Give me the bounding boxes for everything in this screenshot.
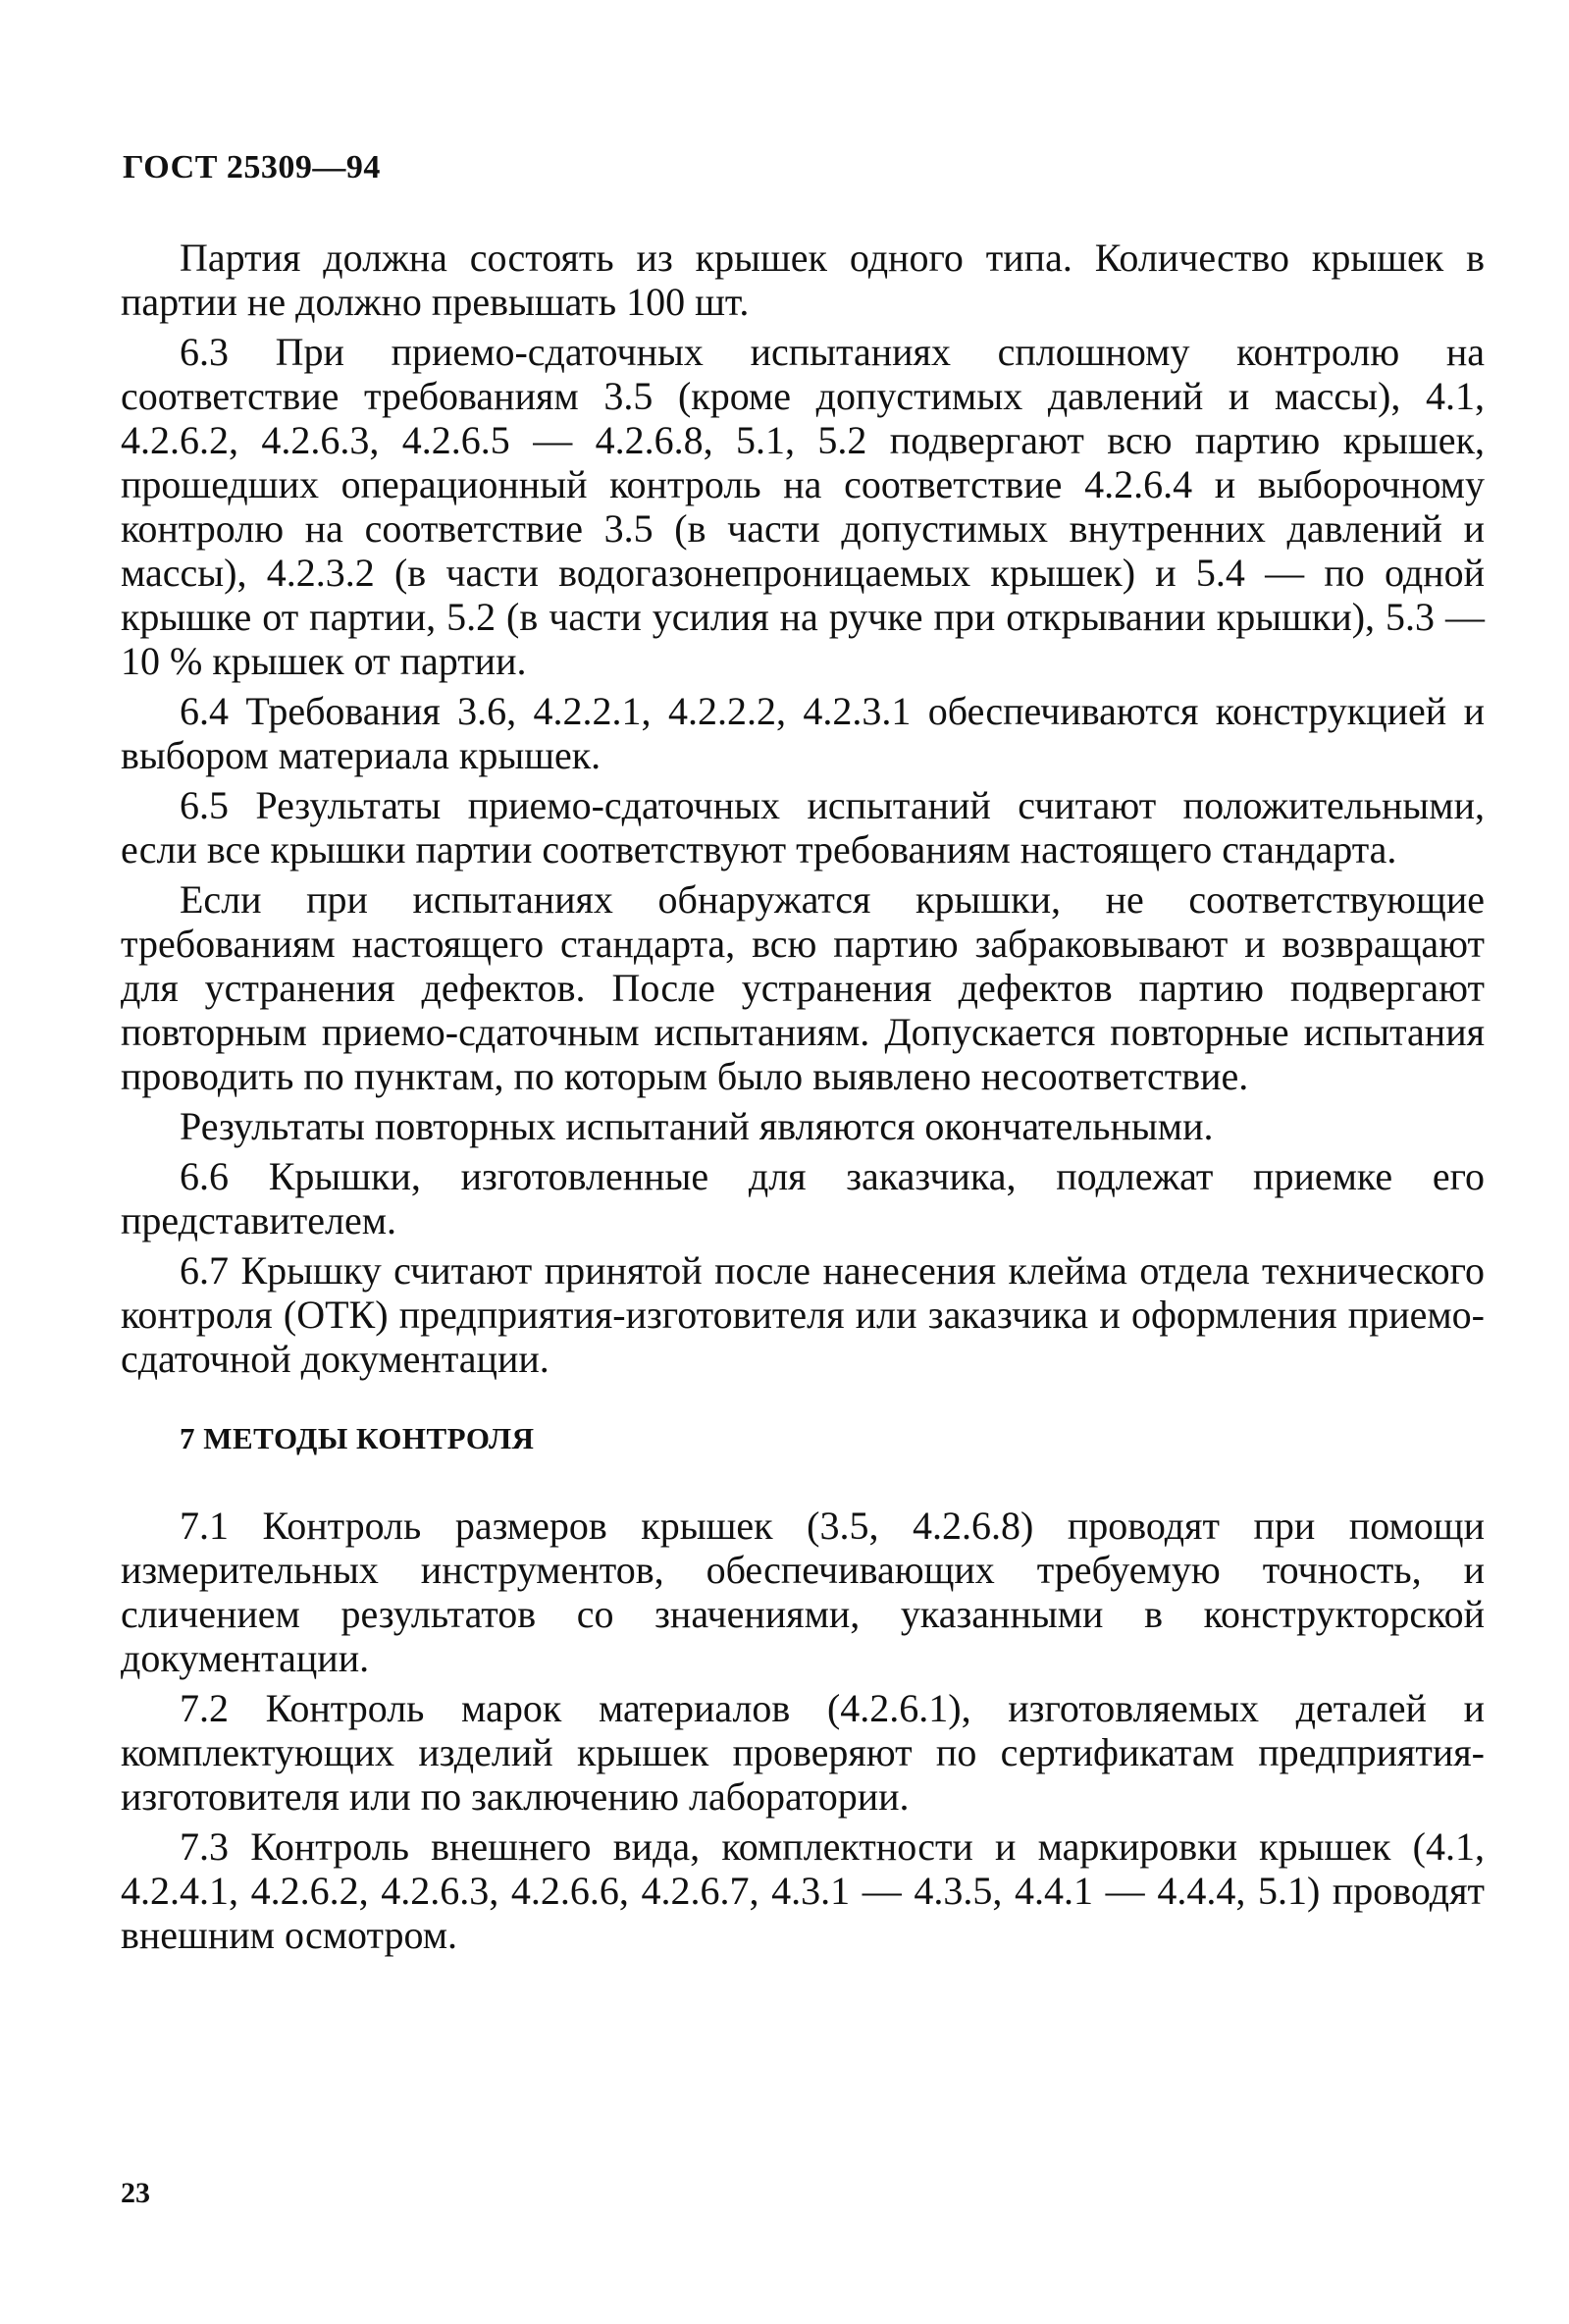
paragraph-6-5: 6.5 Результаты приемо-сдаточных испытаний считают положительными, если все крышки партии соответствуют требованиям настоящего стандарта.	[121, 783, 1485, 872]
paragraph-6-6: 6.6 Крышки, изготовленные для заказчика, подлежат приемке его представителем.	[121, 1154, 1485, 1242]
paragraph-6-3: 6.3 При приемо-сдаточных испытаниях сплошному контролю на соответствие требованиям 3.5 (кроме допустимых давлений и массы), 4.1, 4.2.6.2, 4.2.6.3, 4.2.6.5 — 4.2.6.8, 5.1, 5.2 подвергают всю партию крышек, прошедших операционный контроль на соответствие 4.2.6.4 и выборочному контролю на соответствие 3.5 (в части допустимых внутренних давлений и массы), 4.2.3.2 (в части водогазонепроницаемых крышек) и 5.4 — по одной крышке от партии, 5.2 (в части усилия на ручке при открывании крышки), 5.3 — 10 % крышек от партии.	[121, 330, 1485, 683]
document-body	[121, 236, 1485, 1963]
paragraph-6-7: 6.7 Крышку считают принятой после нанесения клейма отдела технического контроля (ОТК) предприятия-изготовителя или заказчика и оформления приемо-сдаточной документации.	[121, 1248, 1485, 1381]
page-number: 23	[121, 2177, 150, 2209]
paragraph-7-2: 7.2 Контроль марок материалов (4.2.6.1), изготовляемых деталей и комплектующих изделий крышек проверяют по сертификатам предприятия-изготовителя или по заключению лаборатории.	[121, 1686, 1485, 1819]
paragraph-7-1: 7.1 Контроль размеров крышек (3.5, 4.2.6.8) проводят при помощи измерительных инструментов, обеспечивающих требуемую точность, и сличением результатов со значениями, указанными в конструкторской документации.	[121, 1504, 1485, 1680]
paragraph-6-4: 6.4 Требования 3.6, 4.2.2.1, 4.2.2.2, 4.2.3.1 обеспечиваются конструкцией и выбором материала крышек.	[121, 689, 1485, 777]
document-code-header: ГОСТ 25309—94	[123, 149, 381, 185]
paragraph-retest-results: Результаты повторных испытаний являются окончательными.	[180, 1104, 1214, 1148]
paragraph-7-3: 7.3 Контроль внешнего вида, комплектности и маркировки крышек (4.1, 4.2.4.1, 4.2.6.2, 4.2.6.3, 4.2.6.6, 4.2.6.7, 4.3.1 — 4.3.5, 4.4.1 — 4.4.4, 5.1) проводят внешним осмотром.	[121, 1824, 1485, 1957]
section-heading-control-methods: 7 МЕТОДЫ КОНТРОЛЯ	[180, 1421, 535, 1455]
paragraph-rejection: Если при испытаниях обнаружатся крышки, не соответствующие требованиям настоящего стандарта, всю партию забраковывают и возвращают для устранения дефектов. После устранения дефектов партию подвергают повторным приемо-сдаточным испытаниям. Допускается повторные испытания проводить по пунктам, по которым было выявлено несоответствие.	[121, 877, 1485, 1098]
paragraph-lot-composition: Партия должна состоять из крышек одного типа. Количество крышек в партии не должно превышать 100 шт.	[121, 236, 1485, 324]
